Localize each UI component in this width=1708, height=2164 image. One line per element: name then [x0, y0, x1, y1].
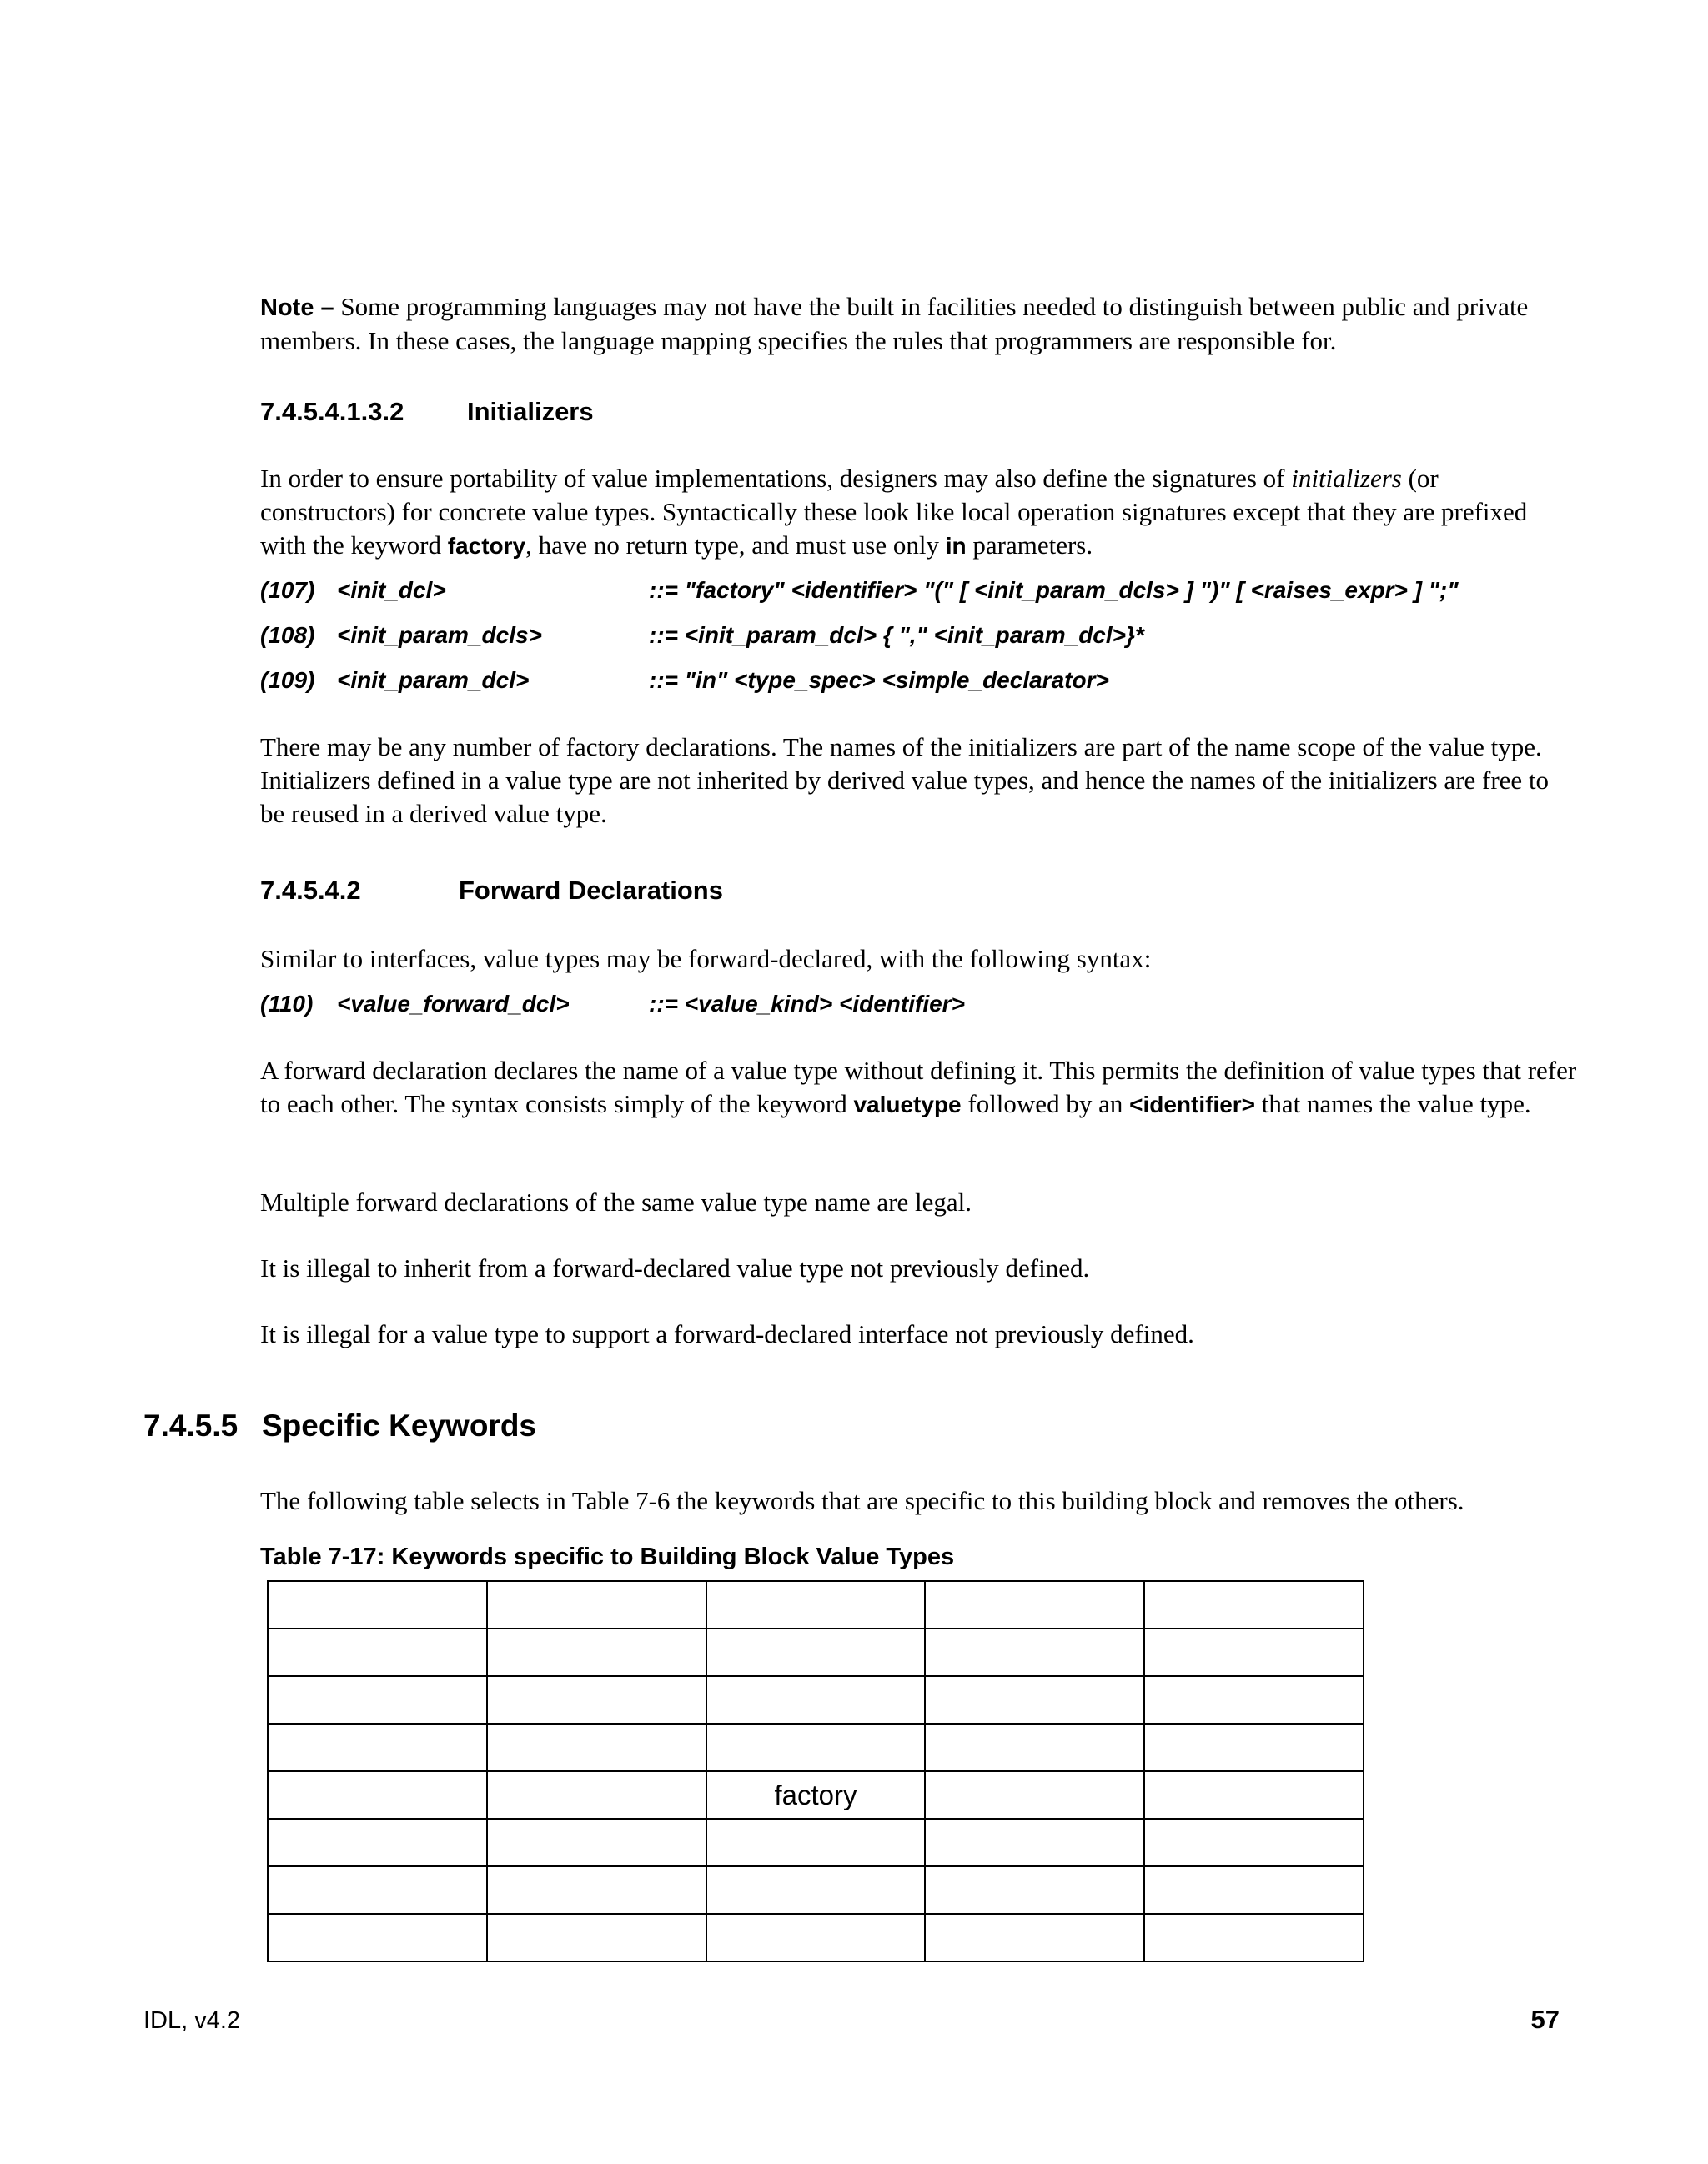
footer-page-number: 57 [1530, 2005, 1560, 2034]
table-row [268, 1676, 1364, 1724]
initializers-scope-paragraph: There may be any number of factory declarations. The names of the initializers are part of the name scope of the value type. Initializers defined in a value type are not inherited by derived value types, and hence the names of the initializers are free to be reused in a derived value type. [260, 732, 1550, 828]
table-cell [1144, 1724, 1364, 1771]
table-cell [925, 1914, 1144, 1961]
table-row [268, 1581, 1364, 1629]
text-run: that names the value type. [1255, 1089, 1531, 1118]
table-cell [706, 1629, 926, 1676]
initializers-paragraph [260, 462, 1578, 563]
table-cell [268, 1724, 487, 1771]
forward-inherit-paragraph: It is illegal to inherit from a forward-declared value type not previously defined. [260, 1253, 1090, 1283]
note-text: Some programming languages may not have the built in facilities needed to distinguish between public and private members. In these cases, the language mapping specifies the rules that programmers are responsible for. [260, 292, 1529, 355]
table-cell [268, 1819, 487, 1866]
table-cell: factory [706, 1771, 926, 1819]
table-cell [487, 1866, 706, 1914]
table-cell [487, 1914, 706, 1961]
table-cell [1144, 1819, 1364, 1866]
forward-definition-paragraph [260, 1054, 1578, 1122]
table-cell [706, 1724, 926, 1771]
keyword-identifier: <identifier> [1129, 1092, 1256, 1117]
keywords-heading [143, 1408, 536, 1444]
table-cell [925, 1724, 1144, 1771]
table-cell [268, 1629, 487, 1676]
forward-heading-title: Forward Declarations [459, 876, 723, 905]
keywords-table [267, 1580, 1364, 1962]
keyword-in: in [945, 533, 967, 559]
note-label: Note – [260, 294, 334, 321]
keywords-intro-paragraph: The following table selects in Table 7-6 the keywords that are specific to this building block and removes the others. [260, 1486, 1464, 1515]
grammar-number: (107) [260, 577, 315, 603]
forward-heading [260, 874, 723, 907]
table-cell [706, 1676, 926, 1724]
forward-support-paragraph: It is illegal for a value type to support a forward-declared interface not previously defined. [260, 1319, 1194, 1348]
table-row [268, 1724, 1364, 1771]
table-cell [487, 1581, 706, 1629]
initializers-heading-title: Initializers [467, 397, 594, 426]
table-cell [268, 1581, 487, 1629]
table-cell [925, 1629, 1144, 1676]
table-row [268, 1771, 1364, 1819]
table-cell [1144, 1629, 1364, 1676]
grammar-number: (110) [260, 991, 314, 1017]
table-cell [487, 1629, 706, 1676]
forward-legal-paragraph: Multiple forward declarations of the same value type name are legal. [260, 1187, 972, 1217]
table-caption: Table 7-17: Keywords specific to Building Block Value Types [260, 1544, 955, 1570]
grammar-production: ::= "in" <type_spec> <simple_declarator> [649, 667, 1109, 693]
table-cell [487, 1819, 706, 1866]
text-run: In order to ensure portability of value implementations, designers may also define the signatures of [260, 464, 1292, 493]
text-run: A forward declaration declares the name of a value type without defining it. This permits the definition of value types that refer to each other. The syntax consists simply of the keyword [260, 1056, 1577, 1118]
grammar-number: (108) [260, 622, 315, 648]
initializers-heading [260, 395, 594, 429]
grammar-name: <init_dcl> [337, 577, 446, 603]
grammar-production: ::= <init_param_dcl> { "," <init_param_dcl>}* [649, 622, 1144, 648]
grammar-number: (109) [260, 667, 315, 693]
table-row [268, 1914, 1364, 1961]
table-cell [706, 1914, 926, 1961]
text-run: followed by an [961, 1089, 1130, 1118]
table-row [268, 1629, 1364, 1676]
table-cell [487, 1724, 706, 1771]
table-cell [1144, 1581, 1364, 1629]
keyword-valuetype: valuetype [853, 1092, 962, 1117]
text-run: parameters. [966, 530, 1093, 560]
table-cell [1144, 1771, 1364, 1819]
footer-document-version: IDL, v4.2 [143, 2007, 241, 2034]
table-cell [268, 1676, 487, 1724]
table-cell [925, 1676, 1144, 1724]
table-cell [268, 1771, 487, 1819]
table-cell [1144, 1866, 1364, 1914]
table-cell [706, 1581, 926, 1629]
emphasis-initializers: initializers [1291, 464, 1402, 493]
grammar-name: <value_forward_dcl> [337, 991, 570, 1017]
grammar-name: <init_param_dcl> [337, 667, 530, 693]
table-cell [925, 1819, 1144, 1866]
keywords-heading-number: 7.4.5.5 [143, 1408, 239, 1443]
table-cell [268, 1866, 487, 1914]
note-paragraph [260, 290, 1578, 358]
table-cell [1144, 1914, 1364, 1961]
text-run: (or constructors) for concrete value types. Syntactically these look like local operation signatures except that they are prefixed with the keyword [260, 464, 1528, 560]
grammar-production: ::= "factory" <identifier> "(" [ <init_param_dcls> ] ")" [ <raises_expr> ] ";" [649, 577, 1459, 603]
initializers-heading-number: 7.4.5.4.1.3.2 [260, 397, 404, 426]
table-cell [925, 1771, 1144, 1819]
grammar-production: ::= <value_kind> <identifier> [649, 991, 965, 1017]
table-cell [925, 1581, 1144, 1629]
table-cell [706, 1866, 926, 1914]
text-run: , have no return type, and must use only [525, 530, 946, 560]
keywords-heading-title: Specific Keywords [262, 1408, 537, 1443]
table-cell [706, 1819, 926, 1866]
grammar-name: <init_param_dcls> [337, 622, 542, 648]
table-cell [268, 1914, 487, 1961]
table-row [268, 1866, 1364, 1914]
table-cell [925, 1866, 1144, 1914]
forward-heading-number: 7.4.5.4.2 [260, 876, 361, 905]
table-cell [1144, 1676, 1364, 1724]
table-cell [487, 1771, 706, 1819]
forward-intro-paragraph: Similar to interfaces, value types may be forward-declared, with the following syntax: [260, 944, 1152, 973]
table-row [268, 1819, 1364, 1866]
table-cell [487, 1676, 706, 1724]
keyword-factory: factory [447, 533, 526, 559]
